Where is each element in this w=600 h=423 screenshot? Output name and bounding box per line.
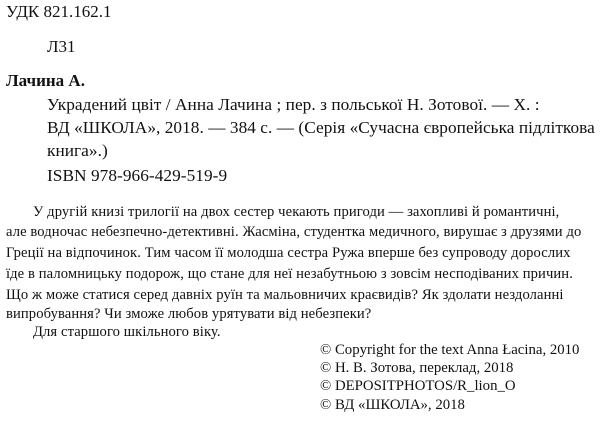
copyright-line: © Copyright for the text Anna Łacina, 2010: [320, 342, 580, 358]
annotation-line: але водночас небезпечно-детективні. Жасміна, студентка медичного, вирушає з друзями до: [6, 224, 582, 240]
audience-note: Для старшого шкільного віку.: [33, 324, 221, 340]
copyright-line: © Н. В. Зотова, переклад, 2018: [320, 360, 514, 376]
annotation-line: У другій книзі трилогії на двох сестер чекають пригоди — захопливі й романтичні,: [33, 204, 560, 220]
udk-code: УДК 821.162.1: [6, 2, 112, 21]
annotation-line: випробування? Чи зможе любов урятувати від небезпеки?: [6, 306, 372, 322]
copyright-line: © DEPOSITPHOTOS/R_lion_O: [320, 378, 516, 394]
bibliographic-line: ВД «ШКОЛА», 2018. — 384 с. — (Серія «Сучасна європейська підліткова: [47, 118, 595, 137]
annotation-line: Греції на відпочинок. Тим часом її молодша сестра Ружа вперше без супроводу дорослих: [6, 245, 571, 261]
bibliographic-line: книга».): [47, 141, 108, 160]
isbn: ISBN 978-966-429-519-9: [47, 166, 228, 185]
author-sign: Л31: [47, 37, 76, 56]
bibliographic-line: Украдений цвіт / Анна Лачина ; пер. з польської Н. Зотової. — Х. :: [47, 95, 540, 114]
copyright-line: © ВД «ШКОЛА», 2018: [320, 397, 465, 413]
annotation-line: їде в паломницьку подорож, що стане для неї незабутньою з зовсім несподіваних причин.: [6, 266, 573, 282]
annotation-line: Що ж може статися серед давніх руїн та мальовничих краєвидів? Як здолати нездоланні: [6, 287, 564, 303]
author-heading: Лачина А.: [6, 71, 85, 90]
